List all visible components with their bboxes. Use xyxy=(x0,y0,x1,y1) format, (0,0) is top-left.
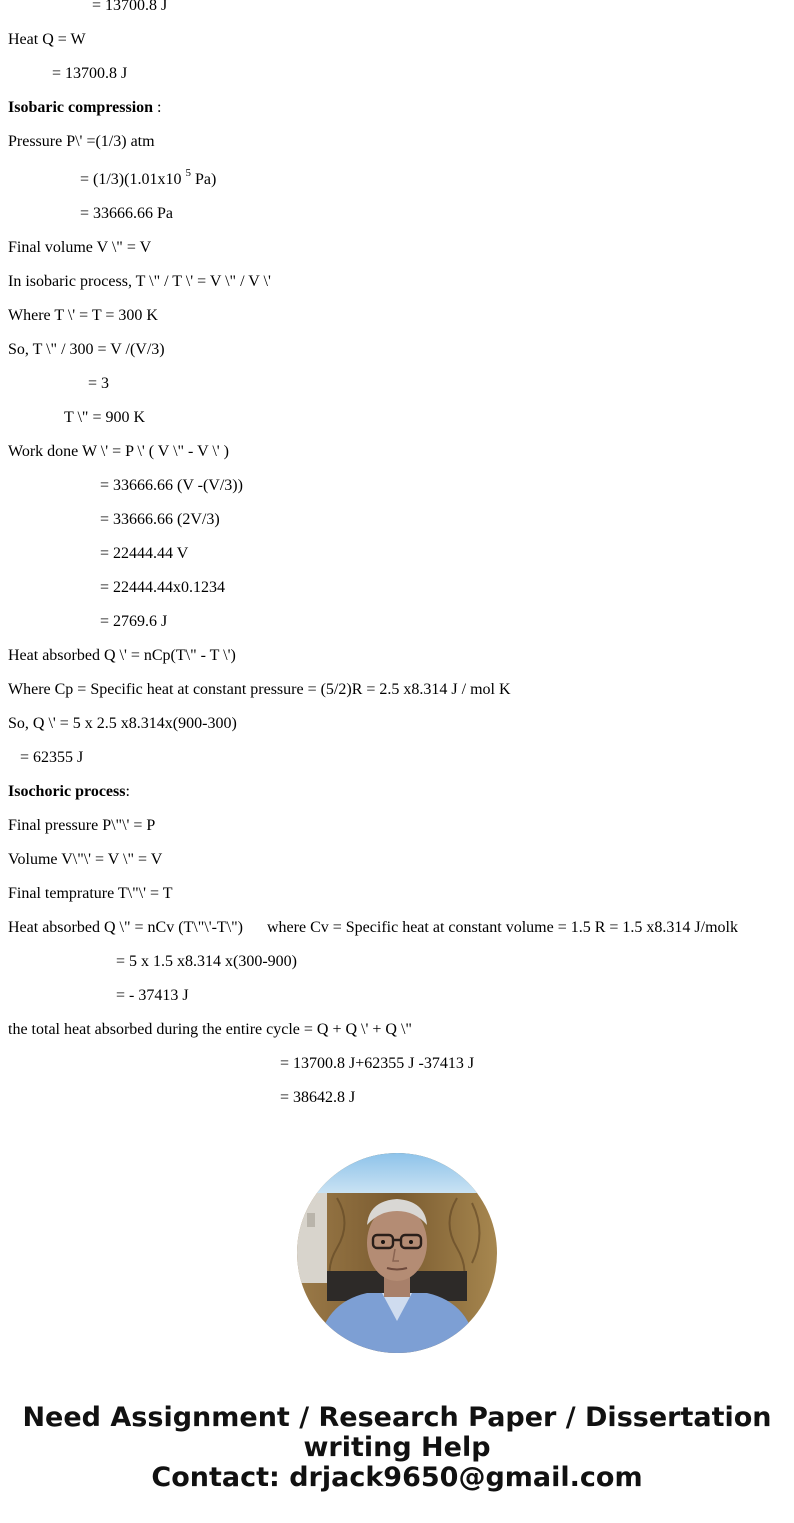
section-heading-isobaric xyxy=(8,97,162,119)
text-line: So, Q \' = 5 x 2.5 x8.314x(900-300) xyxy=(8,715,237,732)
text-line xyxy=(80,166,217,191)
heading-colon: : xyxy=(153,99,162,116)
pressure-base: = (1/3)(1.01x10 xyxy=(80,171,186,188)
person-portrait-icon xyxy=(297,1153,497,1353)
text-line: the total heat absorbed during the entire cycle = Q + Q \' + Q \" xyxy=(8,1021,412,1038)
heading-text: Isochoric process xyxy=(8,783,126,800)
text-line: = 33666.66 Pa xyxy=(80,205,174,222)
text-line: = 22444.44 V xyxy=(100,545,189,562)
text-line: Volume V\"\' = V \" = V xyxy=(8,851,163,868)
text-line: T \" = 900 K xyxy=(64,409,146,426)
text-line: = 22444.44x0.1234 xyxy=(100,579,226,596)
text-line: = 38642.8 J xyxy=(280,1089,356,1106)
text-line: = 13700.8 J xyxy=(52,65,128,82)
text-line: Heat Q = W xyxy=(8,31,86,48)
text-line: Final volume V \" = V xyxy=(8,239,152,256)
text-line: = 33666.66 (V -(V/3)) xyxy=(100,477,243,494)
text-line: = 13700.8 J+62355 J -37413 J xyxy=(280,1055,475,1072)
text-line: Where T \' = T = 300 K xyxy=(8,307,158,324)
text-line: So, T \" / 300 = V /(V/3) xyxy=(8,341,165,358)
text-line: Where Cp = Specific heat at constant pressure = (5/2)R = 2.5 x8.314 J / mol K xyxy=(8,681,511,698)
text-line: = - 37413 J xyxy=(116,987,189,1004)
section-heading-isochoric xyxy=(8,781,130,803)
text-line: = 3 xyxy=(88,375,110,392)
text-line: = 5 x 1.5 x8.314 x(300-900) xyxy=(116,953,298,970)
banner-line-2: writing Help xyxy=(303,1432,491,1463)
text-line: Final temprature T\"\' = T xyxy=(8,885,173,902)
text-line: Final pressure P\"\' = P xyxy=(8,817,156,834)
heading-text: Isobaric compression xyxy=(8,99,154,116)
author-avatar xyxy=(297,1153,497,1353)
text-line: = 62355 J xyxy=(20,749,84,766)
text-line: Heat absorbed Q \" = nCv (T\"\'-T\") where Cv = Specific heat at constant volume = 1.5 R = 1.5 x8.314 J/molk xyxy=(8,919,738,936)
exponent: 5 xyxy=(185,166,191,179)
pressure-unit: Pa) xyxy=(190,171,217,188)
text-line: Work done W \' = P \' ( V \" - V \' ) xyxy=(8,443,229,460)
text-line: In isobaric process, T \" / T \' = V \" / V \' xyxy=(8,273,271,290)
text-line: = 2769.6 J xyxy=(100,613,168,630)
text-line: = 33666.66 (2V/3) xyxy=(100,511,220,528)
text-line: Heat absorbed Q \' = nCp(T\" - T \') xyxy=(8,647,236,664)
contact-banner xyxy=(0,1403,794,1493)
banner-line-1: Need Assignment / Research Paper / Dissertation xyxy=(22,1402,772,1433)
text-line: Pressure P\' =(1/3) atm xyxy=(8,133,155,150)
text-line: = 13700.8 J xyxy=(92,0,168,14)
contact-email: Contact: drjack9650@gmail.com xyxy=(151,1462,643,1493)
heading-colon: : xyxy=(125,783,130,800)
